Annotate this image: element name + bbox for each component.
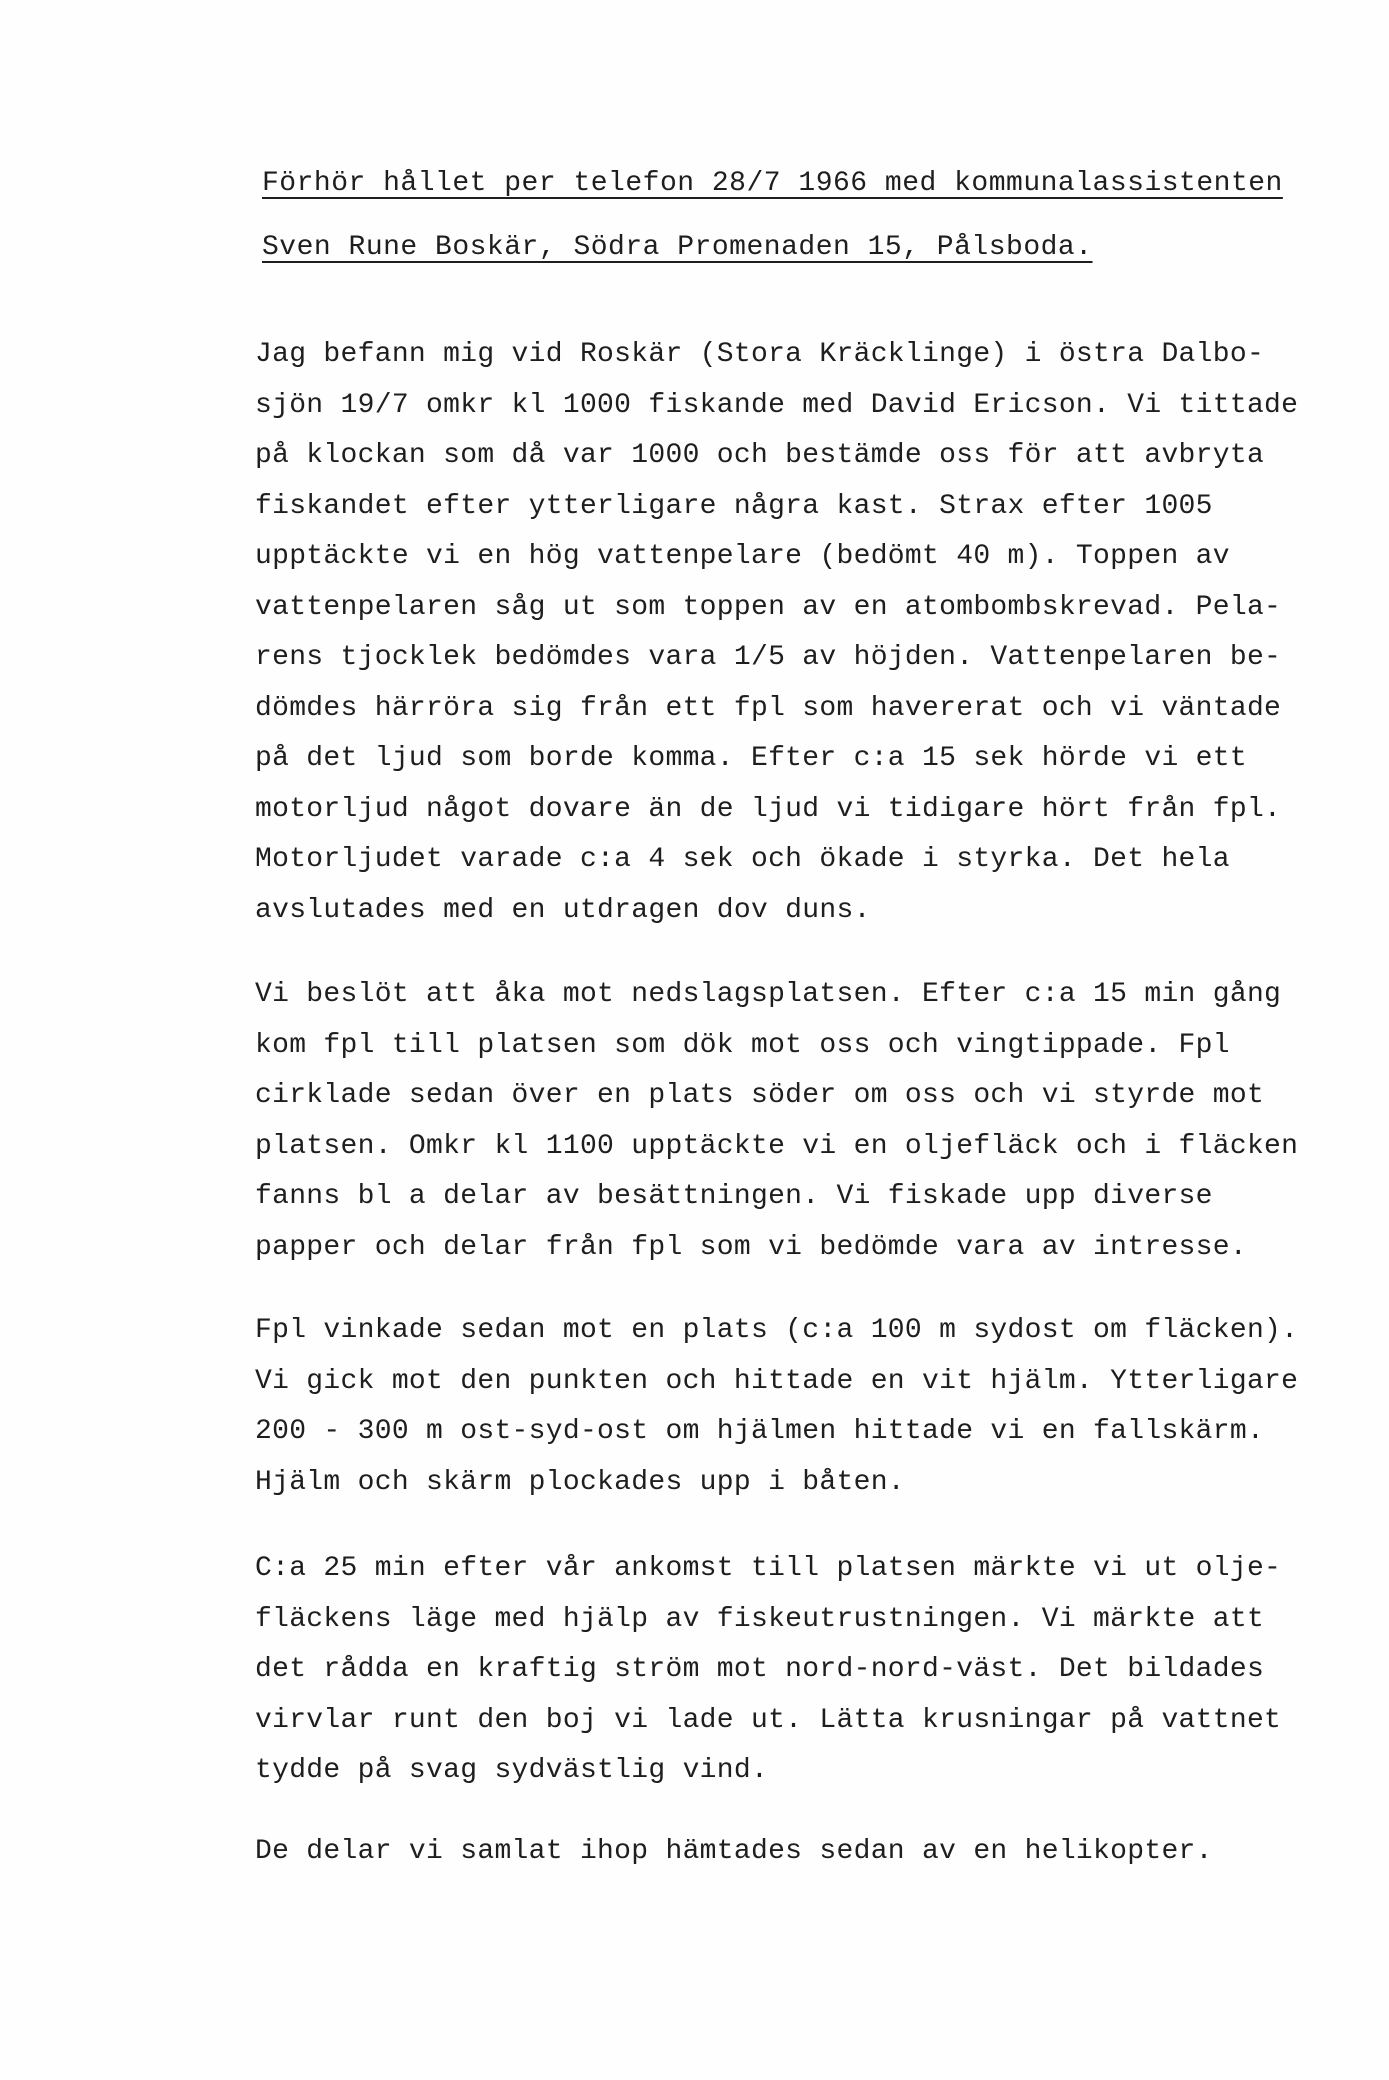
- text-line: rens tjocklek bedömdes vara 1/5 av höjden. Vattenpelaren be-: [255, 642, 1282, 673]
- text-line: papper och delar från fpl som vi bedömde vara av intresse.: [255, 1231, 1247, 1263]
- paragraph-1: [255, 330, 1298, 936]
- text-line: Jag befann mig vid Roskär (Stora Kräcklinge) i östra Dalbo-: [255, 339, 1265, 370]
- text-line: Vi gick mot den punkten och hittade en vit hjälm. Ytterligare: [255, 1365, 1299, 1397]
- heading-line-1: Förhör hållet per telefon 28/7 1966 med kommunalassistenten: [262, 168, 1283, 199]
- text-line: vattenpelaren såg ut som toppen av en atombombskrevad. Pela-: [255, 591, 1282, 623]
- text-line: C:a 25 min efter vår ankomst till platsen märkte vi ut olje-: [255, 1553, 1282, 1584]
- text-line: Hjälm och skärm plockades upp i båten.: [255, 1466, 905, 1498]
- text-line: fanns bl a delar av besättningen. Vi fiskade upp diverse: [255, 1181, 1213, 1212]
- text-line: det rådda en kraftig ström mot nord-nord-väst. Det bildades: [255, 1654, 1265, 1685]
- text-line: sjön 19/7 omkr kl 1000 fiskande med David Ericson. Vi tittade: [255, 389, 1299, 421]
- text-line: Motorljudet varade c:a 4 sek och ökade i styrka. Det hela: [255, 844, 1230, 875]
- text-line: Fpl vinkade sedan mot en plats (c:a 100 m sydost om fläcken).: [255, 1315, 1299, 1346]
- text-line: De delar vi samlat ihop hämtades sedan av en helikopter.: [255, 1836, 1213, 1867]
- text-line: dömdes härröra sig från ett fpl som havererat och vi väntade: [255, 692, 1282, 724]
- text-line: tydde på svag sydvästlig vind.: [255, 1755, 769, 1786]
- text-line: på klockan som då var 1000 och bestämde oss för att avbryta: [255, 440, 1265, 471]
- text-line: cirklade sedan över en plats söder om oss och vi styrde mot: [255, 1080, 1265, 1111]
- text-line: upptäckte vi en hög vattenpelare (bedömt 40 m). Toppen av: [255, 541, 1230, 572]
- text-line: platsen. Omkr kl 1100 upptäckte vi en oljefläck och i fläcken: [255, 1130, 1299, 1162]
- text-line: fiskandet efter ytterligare några kast. Strax efter 1005: [255, 490, 1213, 522]
- text-line: virvlar runt den boj vi lade ut. Lätta krusningar på vattnet: [255, 1704, 1282, 1736]
- text-line: Vi beslöt att åka mot nedslagsplatsen. Efter c:a 15 min gång: [255, 979, 1282, 1010]
- text-line: kom fpl till platsen som dök mot oss och vingtippade. Fpl: [255, 1029, 1230, 1061]
- heading-line-2: Sven Rune Boskär, Södra Promenaden 15, Pålsboda.: [262, 232, 1093, 263]
- paragraph-3: [255, 1306, 1298, 1508]
- text-line: 200 - 300 m ost-syd-ost om hjälmen hittade vi en fallskärm.: [255, 1416, 1265, 1447]
- text-line: motorljud något dovare än de ljud vi tidigare hört från fpl.: [255, 793, 1282, 825]
- text-line: på det ljud som borde komma. Efter c:a 15 sek hörde vi ett: [255, 743, 1247, 774]
- paragraph-2: [255, 970, 1298, 1273]
- paragraph-5: [255, 1827, 1213, 1878]
- text-line: fläckens läge med hjälp av fiskeutrustningen. Vi märkte att: [255, 1603, 1265, 1635]
- text-line: avslutades med en utdragen dov duns.: [255, 894, 871, 926]
- paragraph-4: [255, 1544, 1281, 1797]
